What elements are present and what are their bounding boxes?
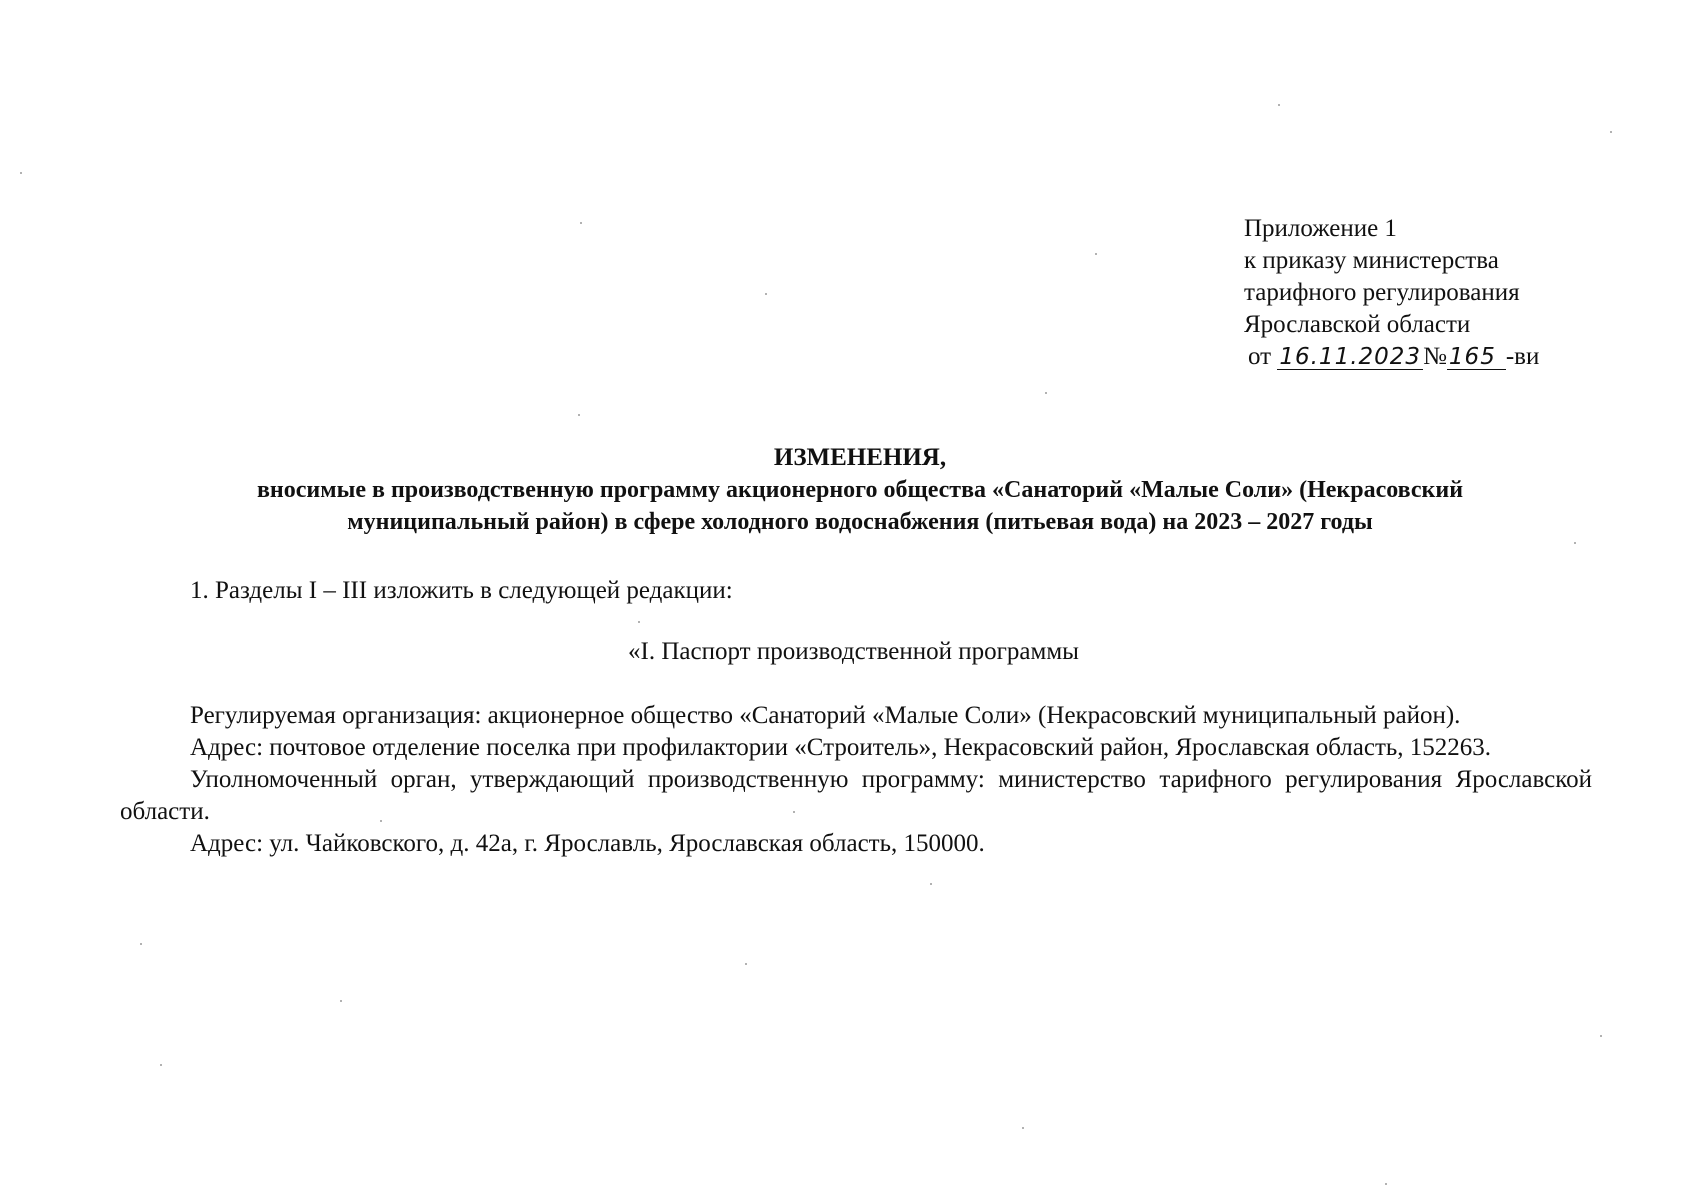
document-subtitle-line-2: муниципальный район) в сфере холодного водоснабжения (питьевая вода) на 2023 – 2027 годы [347, 509, 1373, 535]
scan-speck [580, 222, 582, 224]
section-heading: «I. Паспорт производственной программы [628, 638, 1079, 665]
number-sign: № [1423, 343, 1447, 370]
regulated-organization-paragraph: Регулируемая организация: акционерное общество «Санаторий «Малые Соли» (Некрасовский муниципальный район). [190, 702, 1461, 729]
scan-speck [380, 820, 382, 822]
scan-speck [793, 811, 795, 813]
scan-speck [1095, 253, 1097, 255]
scan-speck [638, 621, 640, 623]
appendix-title: Приложение 1 [1244, 215, 1397, 242]
date-prefix: от [1248, 343, 1272, 370]
appendix-region: Ярославской области [1244, 311, 1471, 338]
scan-speck [930, 883, 932, 885]
scan-speck [1278, 104, 1280, 106]
scan-speck [140, 943, 142, 945]
scan-speck [1045, 392, 1047, 394]
scan-speck [765, 293, 767, 295]
document-title: ИЗМЕНЕНИЯ, [773, 444, 947, 471]
scan-speck [1574, 542, 1576, 544]
document-title-block [120, 442, 1600, 538]
appendix-block [1244, 213, 1539, 373]
authorized-body-paragraph: Уполномоченный орган, утверждающий производственную программу: министерство тарифного регулирования Ярославской области. [120, 766, 1592, 825]
scan-speck [1022, 1127, 1024, 1129]
appendix-date-line [1244, 341, 1539, 373]
appendix-ministry: тарифного регулирования [1244, 279, 1520, 306]
scan-speck [745, 963, 747, 965]
scan-speck [20, 172, 22, 174]
authorized-body-address-paragraph: Адрес: ул. Чайковского, д. 42а, г. Ярославль, Ярославская область, 150000. [190, 830, 985, 857]
scan-speck [1385, 1183, 1387, 1185]
item-1-text: 1. Разделы I – III изложить в следующей редакции: [190, 577, 733, 604]
document-subtitle-line-1: вносимые в производственную программу акционерного общества «Санаторий «Малые Соли» (Некрасовский [256, 477, 1464, 503]
appendix-order-ref: к приказу министерства [1244, 247, 1499, 274]
number-suffix: -ви [1505, 343, 1540, 370]
handwritten-number: 165 [1447, 345, 1506, 370]
scan-speck [1610, 131, 1612, 133]
passport-body [120, 700, 1592, 860]
scan-speck [340, 1000, 342, 1002]
scan-speck [1600, 1035, 1602, 1037]
scan-speck [160, 1064, 162, 1066]
handwritten-date: 16.11.2023 [1279, 344, 1422, 370]
scan-speck [578, 414, 580, 416]
organization-address-paragraph: Адрес: почтовое отделение поселка при профилактории «Строитель», Некрасовский район, Ярославская область, 152263. [190, 734, 1492, 761]
